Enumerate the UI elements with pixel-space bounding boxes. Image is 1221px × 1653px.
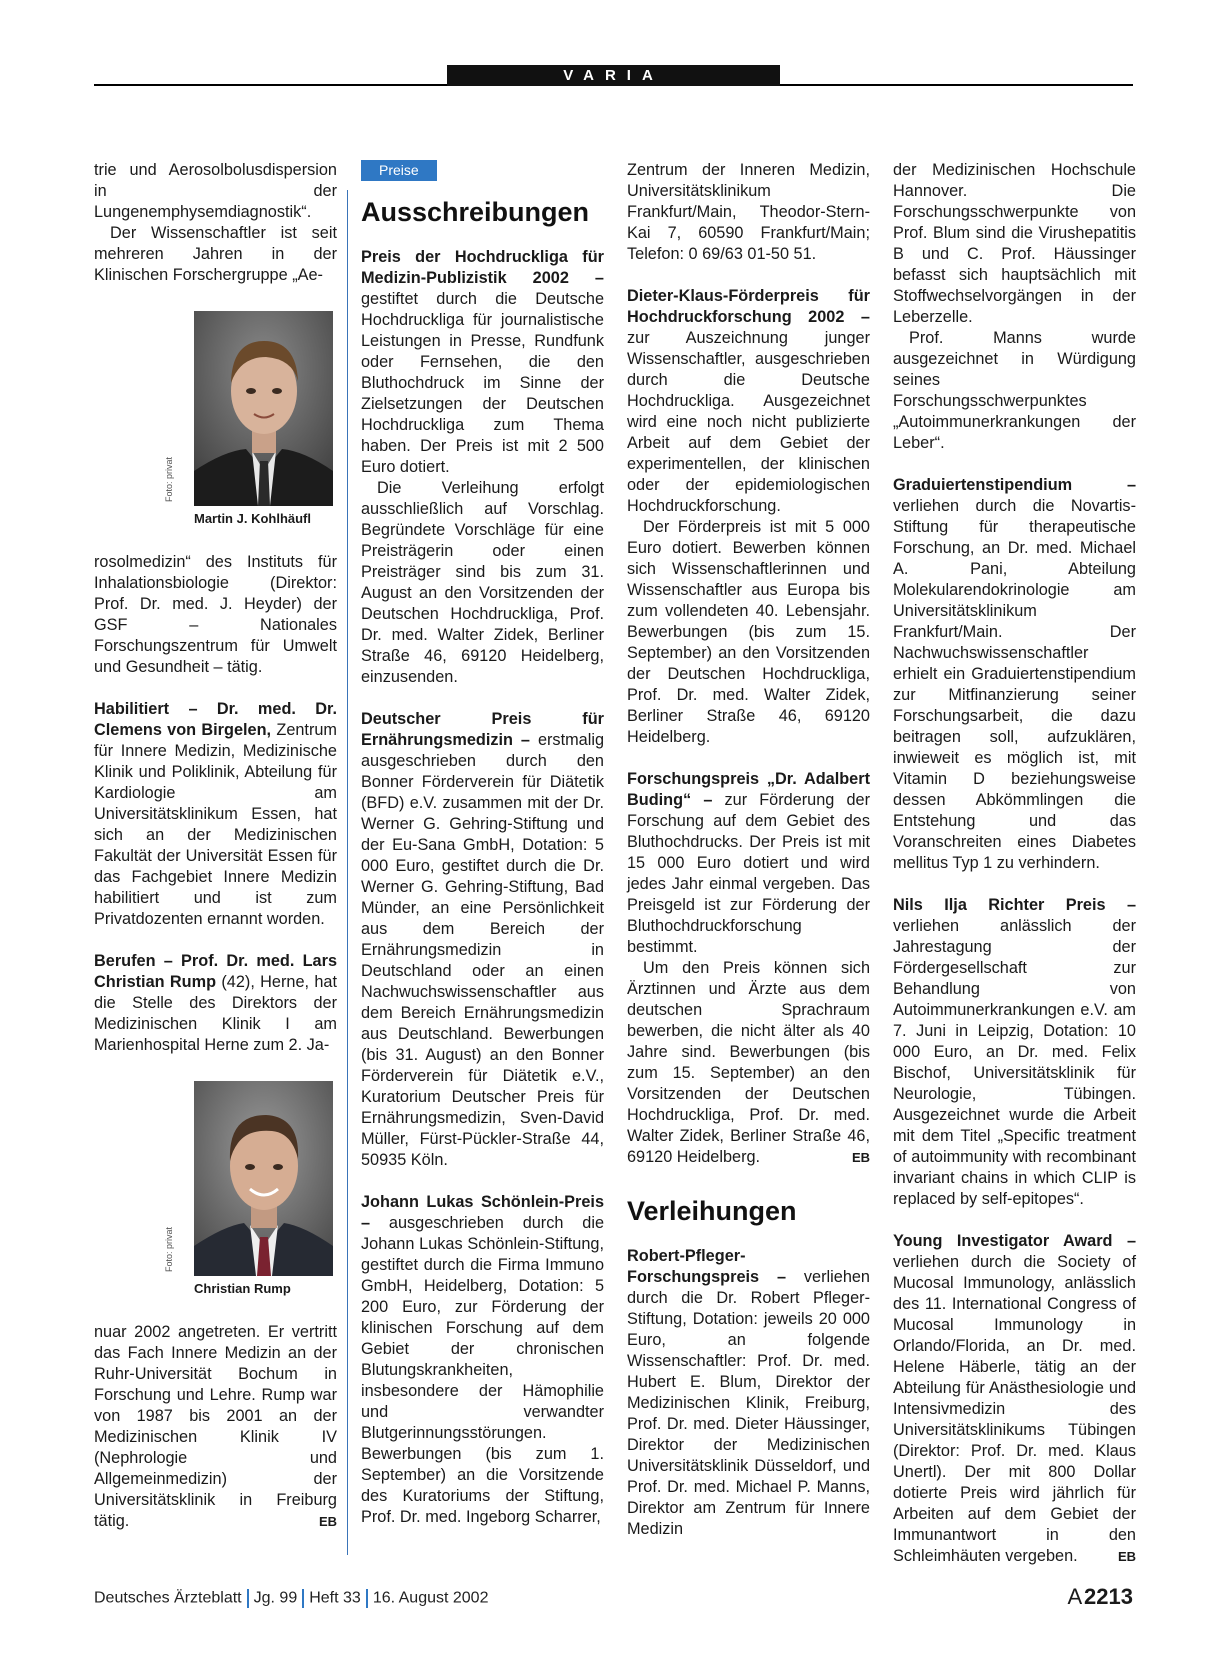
author-initials: EB xyxy=(318,1514,337,1529)
paragraph-text: erstmalig ausgeschrieben durch den Bonner Förderverein für Diätetik (BFD) e.V. zusammen mit der Dr. Werner G. Gehring-Stiftung und der Eu-Sana GmbH, Dotation: 5 000 Euro, gestiftet durch die Dr. Werner G. Gehring-Stiftung, Bad Münder, an eine Persönlichkeit aus dem Bereich der Ernährungsmedizin in Deutschland oder an einen Nachwuchswissenschaftler aus dem Bereich Ernährungsmedizin aus Deutschland. Bewerbungen (bis 31. August) an den Bonner Förderverein für Diätetik e.V., Kuratorium Deutscher Preis für Ernährungsmedizin, Sven-David Müller, Fürst-Pückler-Straße 44, 50935 Köln. xyxy=(361,731,605,1169)
page-footer xyxy=(94,1589,488,1608)
portrait-image xyxy=(194,1081,333,1276)
paragraph: Die Verleihung erfolgt ausschließlich auf Vorschlag. Begründete Vorschläge für eine Preisträgerin oder einen Preisträger sind bis zum 31. August an den Vorsitzenden der Deutschen Hochdruckliga, Prof. Dr. med. Walter Zidek, Berliner Straße 46, 69120 Heidelberg, einzusenden. xyxy=(361,479,604,686)
author-initials: EB xyxy=(1117,1549,1136,1564)
lead-in: Young Investigator Award – xyxy=(893,1232,1136,1250)
paragraph xyxy=(627,769,870,958)
column-3 xyxy=(627,160,870,1540)
paragraph xyxy=(893,895,1136,1210)
paragraph xyxy=(627,286,870,517)
paragraph: der Medizinischen Hochschule Hannover. Die Forschungsschwerpunkte von Prof. Blum sind die Virushepatitis B und C. Prof. Häussinger befasst sich hauptsächlich mit Stoffwechselvorgängen in der Leberzelle. xyxy=(893,161,1136,326)
paragraph-text: verliehen anlässlich der Jahrestagung der Fördergesellschaft zur Behandlung von Autoimmunerkrankungen e.V. am 7. Juni in Leipzig, Dotation: 10 000 Euro, an Dr. med. Felix Bischof, Universitätsklinik für Neurologie, Tübingen. Ausgezeichnet wurde die Arbeit mit dem Titel „Specific treatment of autoimmunity with recombinant invariant chains in which CLIP is replaced by self-epitopes“. xyxy=(893,917,1136,1208)
footer-separator xyxy=(302,1589,304,1608)
paragraph-text: (42), Herne, hat die Stelle des Direktors der Medizinischen Klinik I am Marienhospital Herne zum 2. Ja- xyxy=(94,973,337,1054)
author-initials: EB xyxy=(851,1150,870,1165)
category-tag: Preise xyxy=(361,160,437,181)
paragraph-text: Um den Preis können sich Ärztinnen und Ärzte aus dem deutschen Sprachraum bewerben, die nicht älter als 40 Jahre sind. Bewerbungen (bis zum 15. September) an den Vorsitzenden der Deutschen Hochdruckliga, Prof. Dr. med. Walter Zidek, Berliner Straße 46, 69120 Heidelberg. xyxy=(627,959,870,1166)
section-heading: Ausschreibungen xyxy=(361,197,590,227)
lead-in: Habilitiert – Dr. med. Dr. Clemens von Birgelen, xyxy=(94,700,337,739)
lead-in: Robert-Pfleger-Forschungspreis – xyxy=(627,1247,787,1286)
paragraph: Zentrum der Inneren Medizin, Universitätsklinikum Frankfurt/Main, Theodor-Stern-Kai 7, 60590 Frankfurt/Main; Telefon: 0 69/63 01-50 51. xyxy=(627,161,870,263)
issue: Heft 33 xyxy=(309,1589,361,1607)
paragraph: trie und Aerosolbolusdispersion in der Lungenemphysemdiagnostik“. xyxy=(94,161,337,221)
portrait-photo-rump: Foto: privat xyxy=(194,1081,333,1276)
paragraph: Prof. Manns wurde ausgezeichnet in Würdigung seines Forschungsschwerpunktes „Autoimmunerkrankungen der Leber“. xyxy=(893,329,1136,452)
paragraph-text: zur Auszeichnung junger Wissenschaftler, ausgeschrieben durch die Deutsche Hochdruckliga. Ausgezeichnet wird eine noch nicht publizierte Arbeit auf dem Gebiet der experimentellen, der klinischen oder der epidemiologischen Hochdruckforschung. xyxy=(627,329,870,515)
paragraph: Der Förderpreis ist mit 5 000 Euro dotiert. Bewerben können sich Wissenschaftlerinnen und Wissenschaftler aus Europa bis zum vollendeten 40. Lebensjahr. Bewerbungen (bis zum 15. September) an den Vorsitzenden der Deutschen Hochdruckliga, Prof. Dr. med. Walter Zidek, Berliner Straße 46, 69120 Heidelberg. xyxy=(627,518,870,746)
lead-in: Dieter-Klaus-Förderpreis für Hochdruckforschung 2002 – xyxy=(627,287,870,326)
paragraph: rosolmedizin“ des Instituts für Inhalationsbiologie (Direktor: Prof. Dr. med. J. Heyder) der GSF – Nationales Forschungszentrum für Umwelt und Gesundheit – tätig. xyxy=(94,553,337,676)
paragraph-text: verliehen durch die Society of Mucosal Immunology, anlässlich des 11. International Congress of Mucosal Immunology in Orlando/Florida, an Dr. med. Helene Häberle, tätig an der Abteilung für Anästhesiologie und Intensivmedizin des Universitätsklinikums Tübingen (Direktor: Prof. Dr. med. Klaus Unertl). Der mit 800 Dollar dotierte Preis wird jährlich für Arbeiten auf dem Gebiet der Immunantwort in den Schleimhäuten vergeben. xyxy=(893,1253,1136,1565)
portrait-image xyxy=(194,311,333,506)
column-4 xyxy=(893,160,1136,1567)
portrait-photo-kohlhaeufl: Foto: privat xyxy=(194,311,333,506)
column-2 xyxy=(361,160,604,1528)
paragraph-text: gestiftet durch die Deutsche Hochdruckliga für journalistische Leistungen in Presse, Rundfunk oder Fernsehen, die den Bluthochdruck im Sinne der Zielsetzungen der Deutschen Hochdruckliga zum Thema haben. Der Preis ist mit 2 500 Euro dotiert. xyxy=(361,290,604,476)
issue-date: 16. August 2002 xyxy=(372,1589,489,1607)
paragraph-text: nuar 2002 angetreten. Er vertritt das Fach Innere Medizin an der Ruhr-Universität Bochum in Forschung und Lehre. Rump war von 1987 bis 2001 an der Medizinischen Klinik IV (Nephrologie und Allgemeinmedizin) der Universitätsklinik in Freiburg tätig. xyxy=(94,1323,337,1530)
page-number-value: 2213 xyxy=(1084,1584,1133,1609)
column-divider xyxy=(347,190,348,1555)
lead-in: Preis der Hochdruckliga für Medizin-Publizistik 2002 – xyxy=(361,248,604,287)
section-heading: Verleihungen xyxy=(627,1196,797,1226)
journal-name: Deutsches Ärzteblatt xyxy=(94,1589,242,1607)
paragraph-text: zur Förderung der Forschung auf dem Gebiet des Bluthochdrucks. Der Preis ist mit 15 000 Euro dotiert und wird jedes Jahr einmal vergeben. Das Preisgeld ist zur Förderung der Bluthochdruckforschung bestimmt. xyxy=(627,791,870,956)
volume: Jg. 99 xyxy=(253,1589,298,1607)
lead-in: Deutscher Preis für Ernährungsmedizin – xyxy=(361,710,604,749)
page-prefix: A xyxy=(1067,1584,1083,1609)
paragraph xyxy=(94,951,337,1056)
paragraph-text: verliehen durch die Novartis-Stiftung für therapeutische Forschung, an Dr. med. Michael A. Pani, Abteilung Molekularendokrinologie am Universitätsklinikum Frankfurt/Main. Der Nachwuchswissenschaftler erhielt ein Graduiertenstipendium zur Mitfinanzierung seiner Forschungsarbeit, die dazu beitragen soll, aufzuklären, inwieweit es möglich ist, mit Vitamin D beziehungsweise dessen Abkömmlingen die Entstehung und das Voranschreiten eines Diabetes mellitus Typ 1 zu verhindern. xyxy=(893,497,1136,872)
paragraph xyxy=(361,247,604,478)
lead-in: Johann Lukas Schönlein-Preis – xyxy=(361,1193,604,1232)
lead-in: Nils Ilja Richter Preis – xyxy=(893,896,1136,914)
paragraph xyxy=(361,1192,604,1528)
paragraph-text: verliehen durch die Dr. Robert Pfleger-Stiftung, Dotation: jeweils 20 000 Euro, an folgende Wissenschaftler: Prof. Dr. med. Hubert E. Blum, Direktor der Medizinischen Klinik, Freiburg, Prof. Dr. med. Dieter Häussinger, Direktor der Medizinischen Universitätsklinik Düsseldorf, und Prof. Dr. med. Michael P. Manns, Direktor am Zentrum für Innere Medizin xyxy=(627,1268,870,1538)
paragraph xyxy=(94,1322,337,1532)
photo-caption: Christian Rump xyxy=(194,1281,291,1296)
paragraph xyxy=(94,699,337,930)
paragraph xyxy=(893,1231,1136,1567)
footer-separator xyxy=(247,1589,249,1608)
paragraph xyxy=(361,709,604,1171)
photo-caption: Martin J. Kohlhäufl xyxy=(194,511,311,526)
page-number xyxy=(1068,1584,1133,1610)
column-1 xyxy=(94,160,337,1532)
footer-separator xyxy=(366,1589,368,1608)
paragraph-text: ausgeschrieben durch die Johann Lukas Schönlein-Stiftung, gestiftet durch die Firma Immuno GmbH, Heidelberg, Dotation: 5 200 Euro, zur Förderung der klinischen Forschung auf dem Gebiet der chronischen Blutungskrankheiten, insbesondere der Hämophilie und verwandter Blutgerinnungsstörungen. Bewerbungen (bis zum 1. September) an die Vorsitzende des Kuratoriums der Stiftung, Prof. Dr. med. Ingeborg Scharrer, xyxy=(361,1214,604,1526)
paragraph-text: Zentrum für Innere Medizin, Medizinische Klinik und Poliklinik, Abteilung für Kardiologie am Universitätsklinikum Essen, hat sich an der Medizinischen Fakultät der Universität Essen für das Fachgebiet Innere Medizin habilitiert und ist zum Privatdozenten ernannt worden. xyxy=(94,721,337,928)
paragraph xyxy=(893,475,1136,874)
lead-in: Forschungspreis „Dr. Adalbert Buding“ – xyxy=(627,770,870,809)
lead-in: Berufen – Prof. Dr. med. Lars Christian Rump xyxy=(94,952,337,991)
paragraph: Der Wissenschaftler ist seit mehreren Jahren in der Klinischen Forschergruppe „Ae- xyxy=(94,224,337,284)
section-label: VARIA xyxy=(447,65,780,86)
paragraph xyxy=(627,958,870,1168)
lead-in: Graduiertenstipendium – xyxy=(893,476,1136,494)
paragraph xyxy=(627,1246,870,1540)
